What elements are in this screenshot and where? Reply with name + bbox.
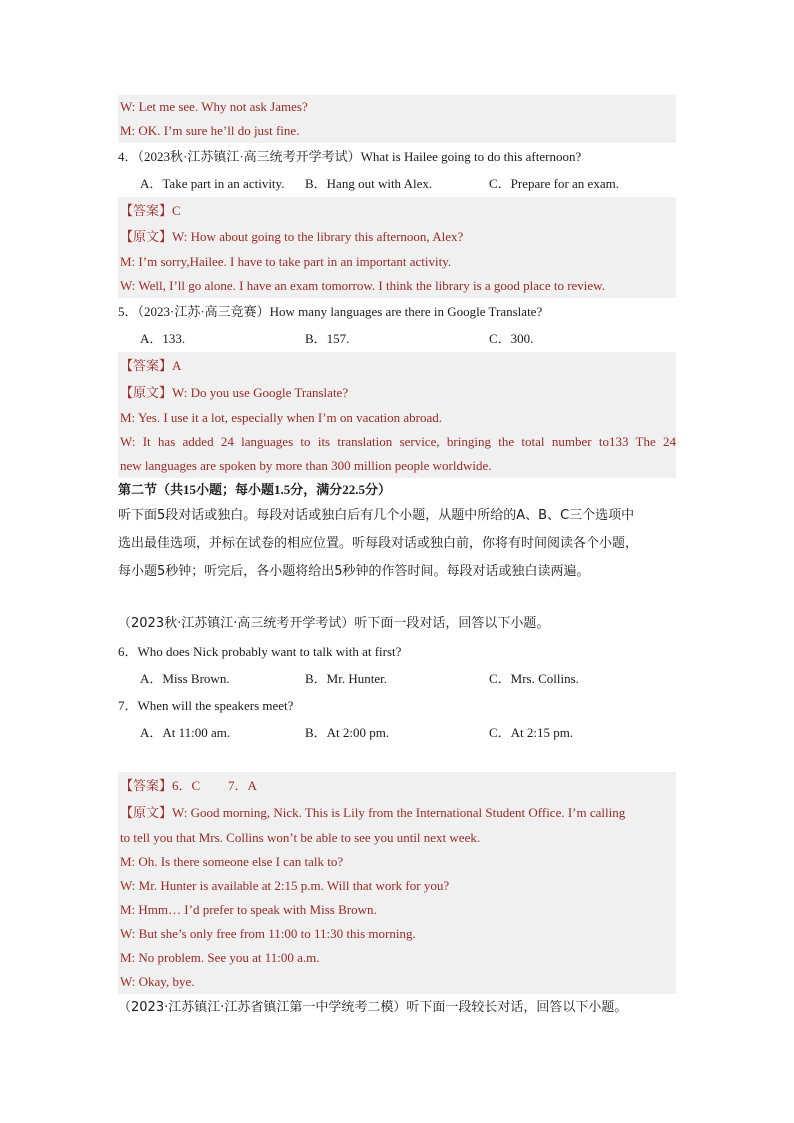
option-b: B．157.	[305, 331, 350, 346]
question-6-options	[118, 665, 676, 692]
option-c: C．At 2:15 pm.	[489, 725, 574, 740]
exam-page	[118, 95, 676, 1022]
option-a: A．Take part in an activity.	[140, 176, 285, 191]
script-tag: 【原文】	[120, 805, 173, 820]
answer-value: A	[172, 358, 182, 373]
answer-line	[118, 772, 676, 799]
option-a: A．At 11:00 am.	[140, 725, 231, 740]
option-c: C．Prepare for an exam.	[489, 176, 619, 191]
answer-line	[118, 352, 676, 379]
script-line: M: Oh. Is there someone else I can talk to?	[118, 850, 676, 874]
question-4-options	[118, 170, 676, 197]
question-5-stem: 5．（2023·江苏·高三竞赛）How many languages are there in Google Translate?	[118, 304, 543, 319]
instruction-line: 选出最佳选项，并标在试卷的相应位置。听每段对话或独白前，你将有时间阅读各个小题，	[118, 536, 639, 551]
option-b: B．At 2:00 pm.	[305, 725, 390, 740]
option-c: C．Mrs. Collins.	[489, 671, 579, 686]
instruction-line: 每小题5秒钟；听完后，各小题将给出5秒钟的作答时间。每段对话或独白读两遍。	[118, 564, 590, 579]
answer-tag: 【答案】	[120, 778, 173, 793]
answer-tag: 【答案】	[120, 203, 173, 218]
option-b: B．Hang out with Alex.	[305, 176, 433, 191]
answer-value: C	[172, 203, 181, 218]
script-line: new languages are spoken by more than 300 million people worldwide.	[118, 454, 676, 478]
script-line: M: Hmm… I’d prefer to speak with Miss Brown.	[118, 898, 676, 922]
script-line: W: Okay, bye.	[118, 970, 676, 994]
script-text: W: Good morning, Nick. This is Lily from the International Student Office. I’m calling	[172, 805, 626, 820]
source-line: （2023·江苏镇江·江苏省镇江第一中学统考二模）听下面一段较长对话，回答以下小题。	[118, 1000, 628, 1015]
script-line: W: It has added 24 languages to its translation service, bringing the total number to133 The 24	[118, 430, 676, 454]
answer-tag: 【答案】	[120, 358, 173, 373]
script-tag: 【原文】	[120, 385, 173, 400]
option-c: C．300.	[489, 331, 534, 346]
script-tag: 【原文】	[120, 229, 173, 244]
question-6-stem: 6．Who does Nick probably want to talk with at first?	[118, 644, 402, 659]
option-a: A．133.	[140, 331, 186, 346]
script-line: to tell you that Mrs. Collins won’t be able to see you until next week.	[118, 826, 676, 850]
script-text: W: How about going to the library this afternoon, Alex?	[172, 229, 464, 244]
question-7-options	[118, 719, 676, 746]
script-text: W: Do you use Google Translate?	[172, 385, 349, 400]
answer-line	[118, 197, 676, 224]
script-line	[118, 799, 676, 826]
section-heading: 第二节（共15小题；每小题1.5分，满分22.5分）	[118, 482, 392, 497]
question-7-stem: 7．When will the speakers meet?	[118, 698, 294, 713]
dialogue-line: M: OK. I’m sure he’ll do just fine.	[118, 119, 676, 143]
option-b: B．Mr. Hunter.	[305, 671, 387, 686]
spacer	[118, 746, 676, 772]
question-4-stem: 4．（2023秋·江苏镇江·高三统考开学考试）What is Hailee going to do this afternoon?	[118, 149, 582, 164]
script-line: W: Well, I’ll go alone. I have an exam tomorrow. I think the library is a good place to review.	[118, 274, 676, 298]
dialogue-line: W: Let me see. Why not ask James?	[118, 95, 676, 119]
spacer	[118, 586, 676, 610]
script-line	[118, 224, 676, 250]
answer-value: 7．A	[228, 778, 257, 793]
instruction-line: 听下面5段对话或独白。每段对话或独白后有几个小题，从题中所给的A、B、C三个选项中	[118, 508, 635, 523]
script-line: M: I’m sorry,Hailee. I have to take part in an important activity.	[118, 250, 676, 274]
answer-value: 6．C	[172, 778, 201, 793]
option-a: A．Miss Brown.	[140, 671, 230, 686]
script-line: M: Yes. I use it a lot, especially when I’m on vacation abroad.	[118, 406, 676, 430]
script-line: M: No problem. See you at 11:00 a.m.	[118, 946, 676, 970]
script-line	[118, 379, 676, 406]
script-line: W: Mr. Hunter is available at 2:15 p.m. Will that work for you?	[118, 874, 676, 898]
question-5-options	[118, 325, 676, 352]
script-line: W: But she’s only free from 11:00 to 11:30 this morning.	[118, 922, 676, 946]
source-line: （2023秋·江苏镇江·高三统考开学考试）听下面一段对话，回答以下小题。	[118, 616, 550, 631]
